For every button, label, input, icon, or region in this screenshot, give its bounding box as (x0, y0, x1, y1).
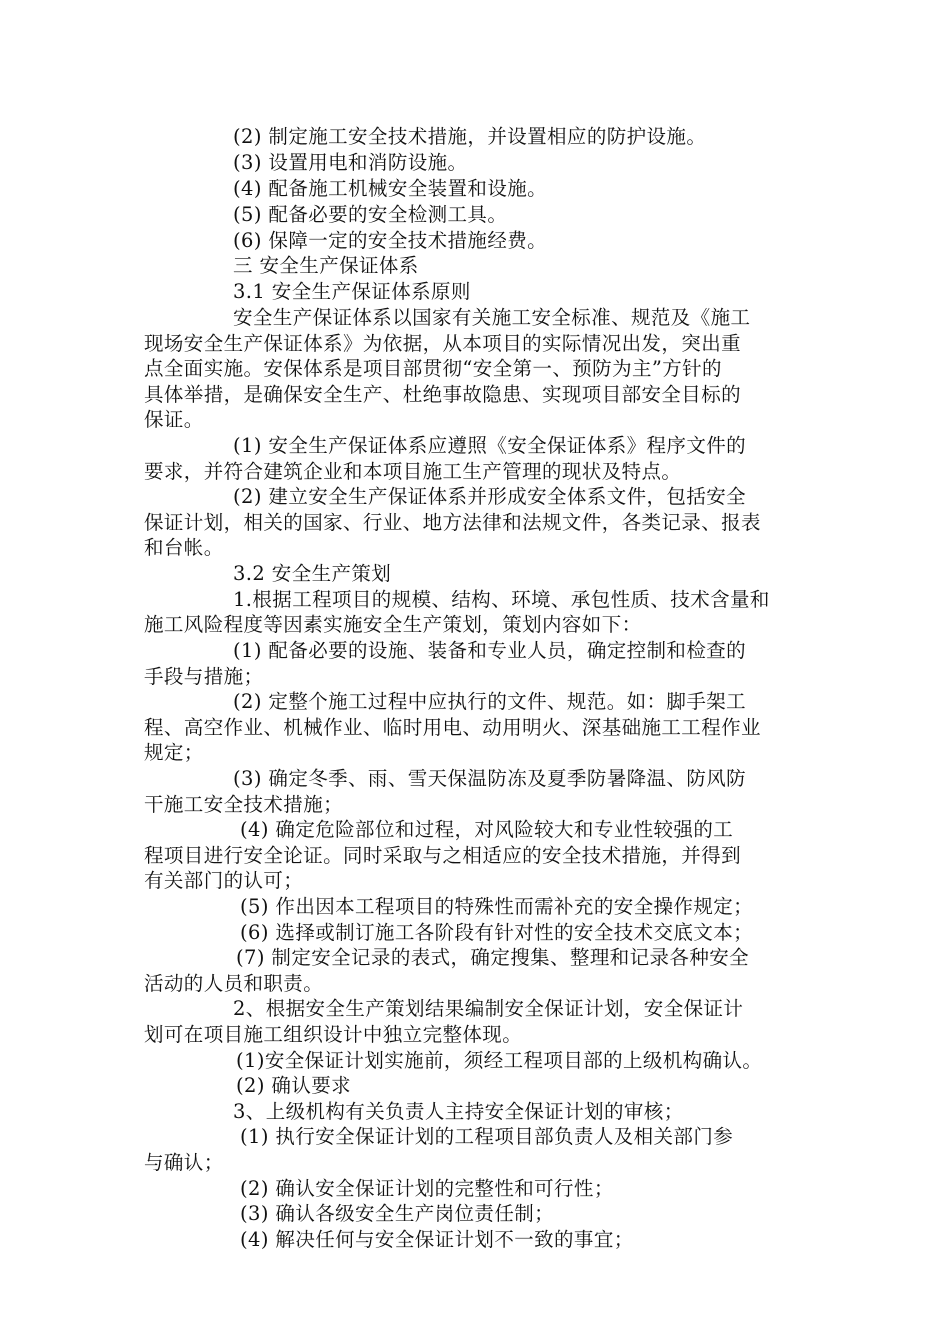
list-item: (2) 定整个施工过程中应执行的文件、规范。如：脚手架工 (233, 690, 747, 713)
paragraph-line: 保证计划，相关的国家、行业、地方法律和法规文件，各类记录、报表 (144, 511, 761, 534)
list-item: (2) 确认安全保证计划的完整性和可行性； (240, 1177, 614, 1200)
paragraph-line: 有关部门的认可； (144, 869, 304, 892)
paragraph-line: 和台帐。 (144, 536, 224, 559)
paragraph-line: 保证。 (144, 408, 204, 431)
paragraph-line: 程项目进行安全论证。同时采取与之相适应的安全技术措施，并得到 (144, 844, 742, 867)
list-item: (2) 确认要求 (236, 1074, 352, 1097)
list-item: (3) 确认各级安全生产岗位责任制； (240, 1202, 555, 1225)
list-item: 1.根据工程项目的规模、结构、环境、承包性质、技术含量和 (233, 588, 770, 611)
paragraph-line: 活动的人员和职责。 (144, 972, 324, 995)
list-item: (1) 配备必要的设施、装备和专业人员，确定控制和检查的 (233, 639, 747, 662)
subsection-heading: 3.2 安全生产策划 (233, 562, 392, 585)
paragraph-line: 与确认； (144, 1151, 224, 1174)
list-item: 3、上级机构有关负责人主持安全保证计划的审核； (233, 1100, 684, 1123)
paragraph-line: 具体举措，是确保安全生产、杜绝事故隐患、实现项目部安全目标的 (144, 383, 742, 406)
list-item: (4) 确定危险部位和过程，对风险较大和专业性较强的工 (240, 818, 734, 841)
list-item: (6) 保障一定的安全技术措施经费。 (233, 229, 548, 252)
paragraph-line: 安全生产保证体系以国家有关施工安全标准、规范及《施工 (233, 306, 751, 329)
list-item: 2、根据安全生产策划结果编制安全保证计划，安全保证计 (233, 997, 744, 1020)
list-item: (1) 执行安全保证计划的工程项目部负责人及相关部门参 (240, 1125, 734, 1148)
list-item: (5) 作出因本工程项目的特殊性而需补充的安全操作规定； (240, 895, 754, 918)
paragraph-line: 点全面实施。安保体系是项目部贯彻“安全第一、预防为主”方针的 (144, 357, 722, 380)
paragraph-line: 干施工安全技术措施； (144, 793, 344, 816)
list-item: (6) 选择或制订施工各阶段有针对性的安全技术交底文本； (240, 921, 754, 944)
list-item: (5) 配备必要的安全检测工具。 (233, 203, 508, 226)
list-item: (3) 设置用电和消防设施。 (233, 151, 468, 174)
section-heading: 三 安全生产保证体系 (233, 254, 419, 277)
list-item: (4) 配备施工机械安全装置和设施。 (233, 177, 548, 200)
list-item: (1)安全保证计划实施前，须经工程项目部的上级机构确认。 (236, 1049, 763, 1072)
subsection-heading: 3.1 安全生产保证体系原则 (233, 280, 471, 303)
paragraph-line: 要求，并符合建筑企业和本项目施工生产管理的现状及特点。 (144, 460, 682, 483)
list-item: (2) 制定施工安全技术措施，并设置相应的防护设施。 (233, 125, 707, 148)
list-item: (2) 建立安全生产保证体系并形成安全体系文件，包括安全 (233, 485, 747, 508)
paragraph-line: 施工风险程度等因素实施安全生产策划，策划内容如下： (144, 613, 642, 636)
list-item: (1) 安全生产保证体系应遵照《安全保证体系》程序文件的 (233, 434, 747, 457)
paragraph-line: 现场安全生产保证体系》为依据，从本项目的实际情况出发，突出重 (144, 332, 742, 355)
paragraph-line: 规定； (144, 741, 204, 764)
list-item: (4) 解决任何与安全保证计划不一致的事宜； (240, 1228, 634, 1251)
paragraph-line: 程、高空作业、机械作业、临时用电、动用明火、深基础施工工程作业 (144, 716, 761, 739)
list-item: (7) 制定安全记录的表式，确定搜集、整理和记录各种安全 (236, 946, 750, 969)
paragraph-line: 划可在项目施工组织设计中独立完整体现。 (144, 1023, 523, 1046)
list-item: (3) 确定冬季、雨、雪天保温防冻及夏季防暑降温、防风防 (233, 767, 747, 790)
paragraph-line: 手段与措施； (144, 665, 264, 688)
